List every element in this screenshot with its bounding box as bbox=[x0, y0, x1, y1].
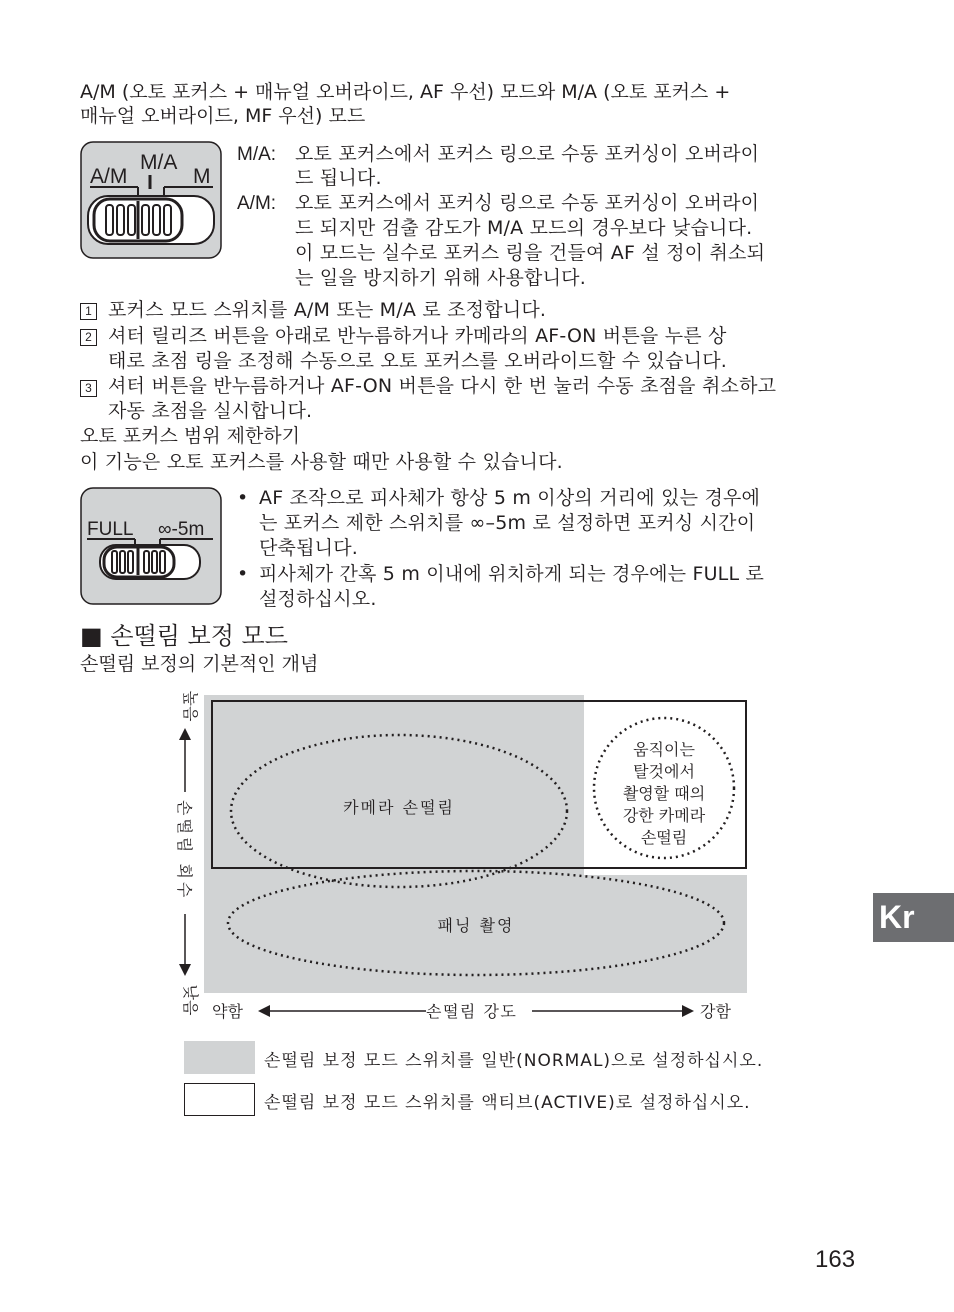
am-label: A/M: bbox=[237, 193, 277, 214]
y-arrow-up bbox=[179, 728, 191, 740]
vehicle-line-3: 촬영할 때의 bbox=[622, 784, 706, 803]
x-axis-label: 손떨림 강도 bbox=[426, 1002, 518, 1021]
limit-bullet-2-line2: 설정하십시오. bbox=[259, 588, 377, 610]
x-axis-left-label: 약함 bbox=[212, 1002, 243, 1021]
limit-bullet-1-line1: AF 조작으로 피사체가 항상 5 m 이상의 거리에 있는 경우에 bbox=[259, 487, 761, 509]
legend-normal-swatch bbox=[184, 1041, 255, 1074]
x-arrow-left bbox=[258, 1005, 270, 1017]
legend-active-text: 손떨림 보정 모드 스위치를 액티브(ACTIVE)로 설정하십시오. bbox=[264, 1093, 751, 1113]
camera-shake-label: 카메라 손떨림 bbox=[343, 798, 455, 817]
ma-label: M/A: bbox=[237, 144, 277, 165]
panning-label: 패닝 촬영 bbox=[437, 916, 515, 935]
switch1-label-m: M bbox=[193, 165, 211, 188]
am-ma-heading-line1: A/M (오토 포커스 + 매뉴얼 오버라이드, AF 우선) 모드와 M/A (오토 포커스 + bbox=[80, 81, 731, 103]
limit-section-title: 오토 포커스 범위 제한하기 bbox=[80, 425, 301, 447]
limit-bullet-2-marker: • bbox=[237, 563, 249, 585]
step-3-number: 3 bbox=[80, 380, 97, 397]
step-2-line2: 태로 초점 링을 조정해 수동으로 오토 포커스를 오버라이드할 수 있습니다. bbox=[108, 350, 728, 372]
step-1-line1: 포커스 모드 스위치를 A/M 또는 M/A 로 조정합니다. bbox=[108, 299, 547, 321]
normal-area-top bbox=[204, 695, 584, 875]
y-axis-label: 손떨림 회수 bbox=[175, 800, 194, 901]
y-axis-bottom-label: 낮음 bbox=[181, 984, 200, 1016]
am-desc-line4: 는 일을 방지하기 위해 사용합니다. bbox=[295, 267, 586, 289]
legend-active-swatch bbox=[184, 1083, 255, 1116]
y-axis-top-label: 높음 bbox=[181, 690, 200, 722]
limit-section-intro: 이 기능은 오토 포커스를 사용할 때만 사용할 수 있습니다. bbox=[80, 451, 563, 473]
focus-limit-switch-illustration bbox=[80, 487, 222, 605]
switch1-label-am: A/M bbox=[90, 165, 128, 188]
limit-bullet-1-line2: 는 포커스 제한 스위치를 ∞–5m 로 설정하면 포커싱 시간이 bbox=[259, 512, 756, 534]
vr-section-title bbox=[80, 621, 288, 651]
vehicle-line-2: 탈것에서 bbox=[633, 762, 695, 781]
step-1-number: 1 bbox=[80, 303, 97, 320]
switch2-label-range: ∞-5m bbox=[158, 519, 205, 540]
language-tab: Kr bbox=[873, 893, 954, 942]
vehicle-line-4: 강한 카메라 bbox=[622, 806, 706, 825]
switch1-label-ma: M/A bbox=[140, 151, 178, 174]
vr-diagram bbox=[160, 688, 760, 1028]
vehicle-line-1: 움직이는 bbox=[633, 740, 695, 759]
x-arrow-right bbox=[682, 1005, 694, 1017]
x-axis-right-label: 강함 bbox=[700, 1002, 731, 1021]
step-3-line1: 셔터 버튼을 반누름하거나 AF-ON 버튼을 다시 한 번 눌러 수동 초점을 취소하고 bbox=[108, 375, 777, 397]
vr-section-title-text: 손떨림 보정 모드 bbox=[110, 622, 288, 650]
am-ma-heading-line2: 매뉴얼 오버라이드, MF 우선) 모드 bbox=[80, 105, 366, 127]
switch2-label-full: FULL bbox=[87, 519, 134, 540]
step-2-line1: 셔터 릴리즈 버튼을 아래로 반누름하거나 카메라의 AF-ON 버튼을 누른 상 bbox=[108, 325, 727, 347]
ma-desc-line1: 오토 포커스에서 포커스 링으로 수동 포커싱이 오버라이 bbox=[295, 143, 760, 165]
limit-bullet-2-line1: 피사체가 간혹 5 m 이내에 위치하게 되는 경우에는 FULL 로 bbox=[259, 563, 765, 585]
limit-bullet-1-marker: • bbox=[237, 487, 249, 509]
legend-normal-text: 손떨림 보정 모드 스위치를 일반(NORMAL)으로 설정하십시오. bbox=[264, 1051, 764, 1071]
vr-section-marker: ■ bbox=[80, 622, 103, 650]
limit-bullet-1-line3: 단축됩니다. bbox=[259, 537, 359, 559]
vehicle-line-5: 손떨림 bbox=[640, 828, 688, 847]
vr-section-subtitle: 손떨림 보정의 기본적인 개념 bbox=[80, 653, 319, 675]
step-3-line2: 자동 초점을 실시합니다. bbox=[108, 400, 313, 422]
page-number: 163 bbox=[815, 1246, 856, 1273]
am-desc-line2: 드 되지만 검출 감도가 M/A 모드의 경우보다 낮습니다. bbox=[295, 217, 753, 239]
am-desc-line3: 이 모드는 실수로 포커스 링을 건들여 AF 설 정이 취소되 bbox=[295, 242, 766, 264]
step-2-number: 2 bbox=[80, 329, 97, 346]
focus-mode-switch-illustration bbox=[80, 141, 222, 259]
y-arrow-down bbox=[179, 964, 191, 976]
am-desc-line1: 오토 포커스에서 포커싱 링으로 수동 포커싱이 오버라이 bbox=[295, 192, 760, 214]
ma-desc-line2: 드 됩니다. bbox=[295, 167, 382, 189]
